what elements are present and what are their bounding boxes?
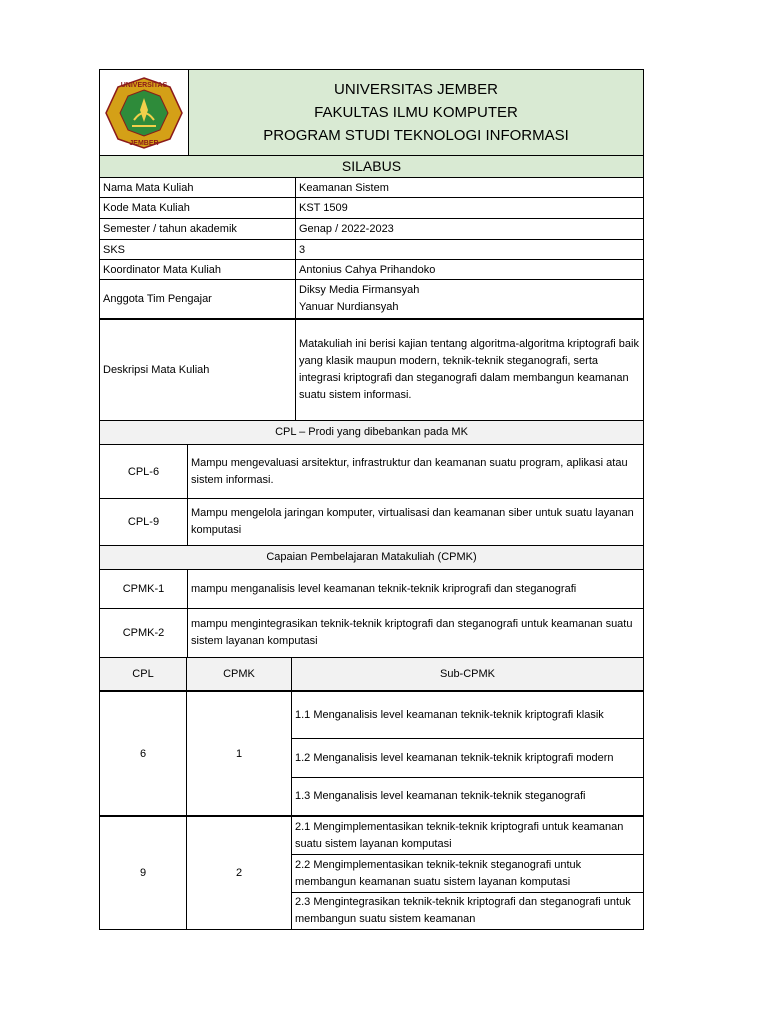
info-label: SKS: [100, 240, 296, 259]
sub-cpmk-list: [292, 817, 643, 929]
group-cpmk: 2: [187, 817, 292, 929]
info-row-course-code: [100, 197, 643, 218]
info-row-semester: [100, 218, 643, 239]
info-label: Kode Mata Kuliah: [100, 198, 296, 218]
sub-cpmk-item: 2.2 Mengimplementasikan teknik-teknik steganografi untuk membangun keamanan suatu sistem layanan komputasi: [292, 854, 643, 892]
title-cell: [189, 70, 643, 155]
mapping-group: [100, 690, 643, 815]
mapping-group: [100, 815, 643, 929]
description-text: Matakuliah ini berisi kajian tentang algoritma-algoritma kriptografi baik yang klasik maupun modern, teknik-teknik steganografi, serta integrasi kriptografi dan steganografi dalam membangun keamanan suatu sistem informasi.: [299, 338, 639, 401]
info-value: Antonius Cahya Prihandoko: [299, 263, 436, 276]
team-label: Anggota Tim Pengajar: [100, 280, 296, 318]
cpmk-row: [100, 569, 643, 608]
description-label: Deskripsi Mata Kuliah: [100, 320, 296, 420]
sub-cpmk-item: 1.3 Menganalisis level keamanan teknik-teknik steganografi: [292, 777, 643, 815]
syllabus-document: [99, 69, 644, 930]
header-sub-cpmk: Sub-CPMK: [439, 668, 496, 680]
university-name: UNIVERSITAS JEMBER: [334, 81, 498, 98]
info-value: 3: [299, 243, 306, 256]
cpl-row: [100, 444, 643, 498]
info-value: Genap / 2022-2023: [299, 223, 394, 235]
faculty-name: FAKULTAS ILMU KOMPUTER: [314, 104, 518, 121]
header-cpl: CPL: [100, 658, 187, 690]
sub-cpmk-list: [292, 692, 643, 815]
cpl-code: CPL-9: [100, 499, 188, 545]
header-cpmk: CPMK: [187, 658, 292, 690]
info-label: Semester / tahun akademik: [100, 219, 296, 239]
logo-top-text: UNIVERSITAS: [120, 81, 168, 89]
description-row: [100, 318, 643, 420]
group-cpmk: 1: [187, 692, 292, 815]
info-row-sks: [100, 239, 643, 259]
sub-cpmk-item: 1.1 Menganalisis level keamanan teknik-teknik kriptografi klasik: [295, 708, 604, 721]
sub-cpmk-item: 1.2 Menganalisis level keamanan teknik-teknik kriptografi modern: [292, 738, 643, 777]
document-title: SILABUS: [100, 155, 643, 177]
sub-cpmk-item: 2.3 Mengintegrasikan teknik-teknik kriptografi dan steganografi untuk membangun suatu sistem keamanan: [292, 892, 643, 929]
program-name: PROGRAM STUDI TEKNOLOGI INFORMASI: [263, 127, 569, 144]
cpl-row: [100, 498, 643, 545]
sub-cpmk-item: 2.1 Mengimplementasikan teknik-teknik kriptografi untuk keamanan suatu sistem layanan komputasi: [295, 820, 624, 850]
logo-bottom-text: JEMBER: [129, 139, 159, 147]
cpl-text: Mampu mengevaluasi arsitektur, infrastruktur dan keamanan suatu program, aplikasi atau sistem informasi.: [191, 456, 628, 486]
cpmk-code: CPMK-2: [100, 609, 188, 657]
logo-cell: [100, 70, 189, 155]
team-members: [296, 280, 643, 318]
cpmk-row: [100, 608, 643, 657]
info-row-team: [100, 279, 643, 318]
group-cpl: 9: [100, 817, 187, 929]
cpmk-code: CPMK-1: [100, 570, 188, 608]
info-row-coordinator: [100, 259, 643, 279]
info-label: Koordinator Mata Kuliah: [100, 260, 296, 279]
info-value: Keamanan Sistem: [299, 181, 389, 194]
group-cpl: 6: [100, 692, 187, 815]
cpmk-text: mampu mengintegrasikan teknik-teknik kriptografi dan steganografi untuk keamanan suatu sistem layanan komputasi: [191, 618, 633, 647]
document-header: [100, 70, 643, 155]
info-label: Nama Mata Kuliah: [100, 178, 296, 197]
cpl-section-title: CPL – Prodi yang dibebankan pada MK: [100, 420, 643, 444]
team-member: Yanuar Nurdiansyah: [299, 301, 399, 313]
info-value: KST 1509: [299, 202, 348, 214]
team-member: Diksy Media Firmansyah: [299, 284, 420, 296]
cpmk-section-title: Capaian Pembelajaran Matakuliah (CPMK): [100, 545, 643, 569]
mapping-header: [100, 657, 643, 690]
university-logo: [104, 76, 184, 150]
cpmk-text: mampu menganalisis level keamanan teknik-teknik kriprografi dan steganografi: [191, 582, 577, 595]
cpl-text: Mampu mengelola jaringan komputer, virtualisasi dan keamanan siber untuk suatu layanan komputasi: [191, 507, 634, 536]
info-row-course-name: [100, 177, 643, 197]
cpl-code: CPL-6: [100, 445, 188, 498]
